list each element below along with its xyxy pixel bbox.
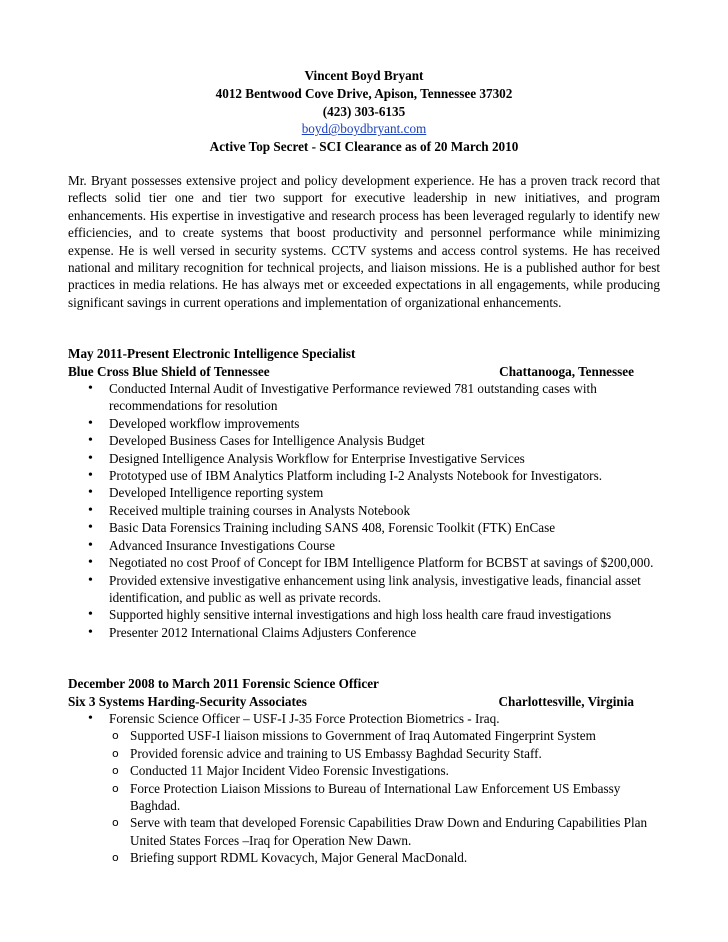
- list-item: • Supported highly sensitive internal investigations and high loss health care fraud investigations: [68, 606, 660, 623]
- clearance-status: Active Top Secret - SCI Clearance as of 20 March 2010: [209, 139, 519, 155]
- list-item: • Received multiple training courses in Analysts Notebook: [68, 502, 660, 519]
- list-item: • Conducted Internal Audit of Investigative Performance reviewed 781 outstanding cases with recommendations for resolution: [68, 380, 660, 415]
- job-sub-bullet-list: [68, 727, 660, 866]
- list-item: • Advanced Insurance Investigations Course: [68, 537, 660, 554]
- candidate-name: Vincent Boyd Bryant: [304, 68, 424, 83]
- list-item: • Prototyped use of IBM Analytics Platform including I-2 Analysts Notebook for Investigators.: [68, 467, 660, 484]
- job-company-line: [68, 693, 660, 710]
- job-title: May 2011-Present Electronic Intelligence Specialist: [68, 346, 356, 362]
- list-item: • Developed Intelligence reporting system: [68, 484, 660, 501]
- candidate-phone: (423) 303-6135: [322, 103, 406, 119]
- job-location: Chattanooga, Tennessee: [499, 363, 634, 379]
- list-item: o Conducted 11 Major Incident Video Forensic Investigations.: [68, 762, 660, 779]
- job-section-six3: [68, 675, 660, 866]
- job-company: Six 3 Systems Harding-Security Associates: [68, 693, 307, 709]
- job-title: December 2008 to March 2011 Forensic Science Officer: [68, 676, 379, 692]
- job-company-line: [68, 363, 660, 380]
- candidate-address: 4012 Bentwood Cove Drive, Apison, Tennessee 37302: [215, 85, 513, 101]
- job-bullet-list: [68, 710, 660, 727]
- job-section-bcbst: [68, 345, 660, 641]
- candidate-email-link[interactable]: boyd@boydbryant.com: [301, 121, 427, 137]
- list-item: • Forensic Science Officer – USF-I J-35 Force Protection Biometrics - Iraq.: [68, 710, 660, 727]
- resume-header: [68, 67, 660, 156]
- job-location: Charlottesville, Virginia: [498, 693, 634, 709]
- list-item: • Presenter 2012 International Claims Adjusters Conference: [68, 624, 660, 641]
- list-item: • Developed Business Cases for Intelligence Analysis Budget: [68, 432, 660, 449]
- job-bullet-list: [68, 380, 660, 641]
- list-item: • Developed workflow improvements: [68, 415, 660, 432]
- resume-page: [68, 67, 660, 867]
- list-item: o Serve with team that developed Forensic Capabilities Draw Down and Enduring Capabilities Plan United States Forces –Iraq for Operation New Dawn.: [68, 814, 660, 849]
- job-company: Blue Cross Blue Shield of Tennessee: [68, 363, 270, 379]
- list-item: o Briefing support RDML Kovacych, Major General MacDonald.: [68, 849, 660, 866]
- professional-summary: Mr. Bryant possesses extensive project and policy development experience. He has a proven track record that reflects solid tier one and tier two support for executive leadership in new initiatives, and program enhancements. His expertise in investigative and research process has been leveraged regularly to identify new efficiencies, and to create systems that boost productivity and personnel performance while minimizing expense. He is well versed in security systems. CCTV systems and access control systems. He has received national and military recognition for technical projects, and liaison missions. He is a published author for best practices in media relations. He has always met or exceeded expectations in all engagements, while producing significant savings in current operations and implementation of organizational enhancements.: [68, 172, 660, 310]
- list-item: o Provided forensic advice and training to US Embassy Baghdad Security Staff.: [68, 745, 660, 762]
- list-item: o Force Protection Liaison Missions to Bureau of International Law Enforcement US Embassy Baghdad.: [68, 780, 660, 815]
- list-item: • Negotiated no cost Proof of Concept for IBM Intelligence Platform for BCBST at savings of $200,000.: [68, 554, 660, 571]
- list-item: • Basic Data Forensics Training including SANS 408, Forensic Toolkit (FTK) EnCase: [68, 519, 660, 536]
- list-item: • Designed Intelligence Analysis Workflow for Enterprise Investigative Services: [68, 450, 660, 467]
- list-item: o Supported USF-I liaison missions to Government of Iraq Automated Fingerprint System: [68, 727, 660, 744]
- list-item: • Provided extensive investigative enhancement using link analysis, investigative leads, financial asset identification, and public as well as private records.: [68, 572, 660, 607]
